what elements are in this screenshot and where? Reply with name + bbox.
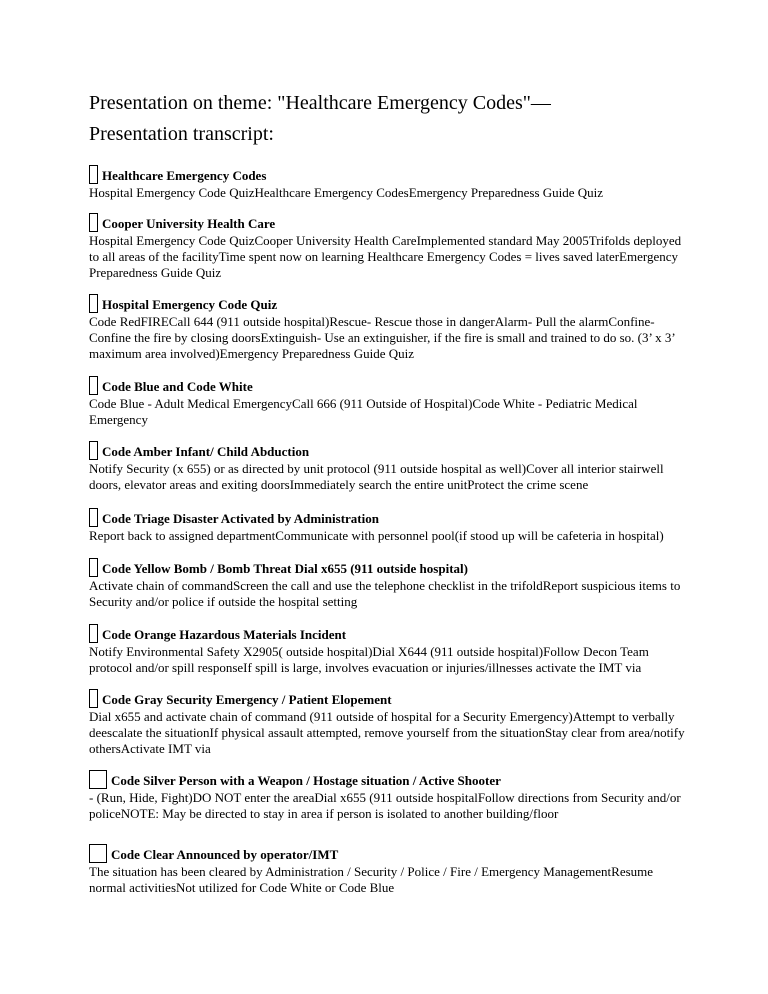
slide-title: Hospital Emergency Code Quiz xyxy=(102,297,278,312)
slide-text: Activate chain of commandScreen the call and use the telephone checklist in the trifoldReport suspicious items to Security and/or police if outside the hospital setting xyxy=(89,578,681,609)
slide-entry xyxy=(89,688,689,757)
slide-title: Cooper University Health Care xyxy=(102,216,276,231)
slide-thumbnail-icon[interactable] xyxy=(89,558,98,577)
slide-title: Code Gray Security Emergency / Patient Elopement xyxy=(102,692,392,707)
slide-thumbnail-icon[interactable] xyxy=(89,508,98,527)
slide-text: Notify Security (x 655) or as directed by unit protocol (911 outside hospital as well)Cover all interior stairwell doors, elevator areas and exiting doorsImmediately search the entire unitProtect the crime scene xyxy=(89,461,664,492)
slide-text: The situation has been cleared by Administration / Security / Police / Fire / Emergency ManagementResume normal activitiesNot utilized for Code White or Code Blue xyxy=(89,864,654,895)
slide-title: Code Triage Disaster Activated by Administration xyxy=(102,511,379,526)
slide-title: Code Blue and Code White xyxy=(102,379,253,394)
slide-text: Report back to assigned departmentCommunicate with personnel pool(if stood up will be cafeteria in hospital) xyxy=(89,528,664,543)
slide-text: Dial x655 and activate chain of command (911 outside of hospital for a Security Emergency)Attempt to verbally deescalate the situationIf physical assault attempted, remove yourself from the situationStay clear from area/notify othersActivate IMT via xyxy=(89,709,685,756)
transcript-header xyxy=(89,88,689,150)
slide-text: Notify Environmental Safety X2905( outside hospital)Dial X644 (911 outside hospital)Follow Decon Team protocol and/or spill responseIf spill is large, involves evacuation or injuries/illnesses activate the IMT via xyxy=(89,644,649,675)
slide-thumbnail-icon[interactable] xyxy=(89,294,98,313)
slide-entry xyxy=(89,293,689,362)
slide-thumbnail-icon[interactable] xyxy=(89,770,107,789)
slide-text: Code Blue - Adult Medical EmergencyCall 666 (911 Outside of Hospital)Code White - Pediatric Medical Emergency xyxy=(89,396,638,427)
slide-thumbnail-icon[interactable] xyxy=(89,624,98,643)
slide-entry xyxy=(89,507,689,544)
slide-text: - (Run, Hide, Fight)DO NOT enter the areaDial x655 (911 outside hospitalFollow directions from Security and/or policeNOTE: May be directed to stay in area if person is isolated to another building/floor xyxy=(89,790,681,821)
slide-thumbnail-icon[interactable] xyxy=(89,165,98,184)
slide-entry xyxy=(89,557,689,610)
slide-entry xyxy=(89,164,689,201)
slide-title: Code Clear Announced by operator/IMT xyxy=(111,847,339,862)
slide-thumbnail-icon[interactable] xyxy=(89,376,98,395)
page-title: Presentation on theme: "Healthcare Emergency Codes"— Presentation transcript: xyxy=(89,92,551,145)
slide-title: Code Amber Infant/ Child Abduction xyxy=(102,444,310,459)
slide-thumbnail-icon[interactable] xyxy=(89,441,98,460)
slide-entry xyxy=(89,623,689,676)
slide-text: Hospital Emergency Code QuizHealthcare Emergency CodesEmergency Preparedness Guide Quiz xyxy=(89,185,604,200)
slide-entry xyxy=(89,212,689,281)
slide-title: Healthcare Emergency Codes xyxy=(102,168,267,183)
slide-text: Code RedFIRECall 644 (911 outside hospital)Rescue- Rescue those in dangerAlarm- Pull the alarmConfine- Confine the fire by closing doorsExtinguish- Use an extinguisher, if the fire is small and trained to do so. (3’ x 3’ maximum area involved)Emergency Preparedness Guide Quiz xyxy=(89,314,675,361)
slide-text: Hospital Emergency Code QuizCooper University Health CareImplemented standard May 2005Trifolds deployed to all areas of the facilityTime spent now on learning Healthcare Emergency Codes = lives saved laterEmergency Preparedness Guide Quiz xyxy=(89,233,682,280)
slide-entry xyxy=(89,375,689,428)
slide-title: Code Yellow Bomb / Bomb Threat Dial x655 (911 outside hospital) xyxy=(102,561,468,576)
slide-thumbnail-icon[interactable] xyxy=(89,689,98,708)
slide-entry xyxy=(89,769,689,822)
slide-entry xyxy=(89,843,689,896)
slide-thumbnail-icon[interactable] xyxy=(89,844,107,863)
slide-thumbnail-icon[interactable] xyxy=(89,213,98,232)
slide-entry xyxy=(89,440,689,493)
slide-title: Code Silver Person with a Weapon / Hostage situation / Active Shooter xyxy=(111,773,501,788)
slide-title: Code Orange Hazardous Materials Incident xyxy=(102,627,347,642)
